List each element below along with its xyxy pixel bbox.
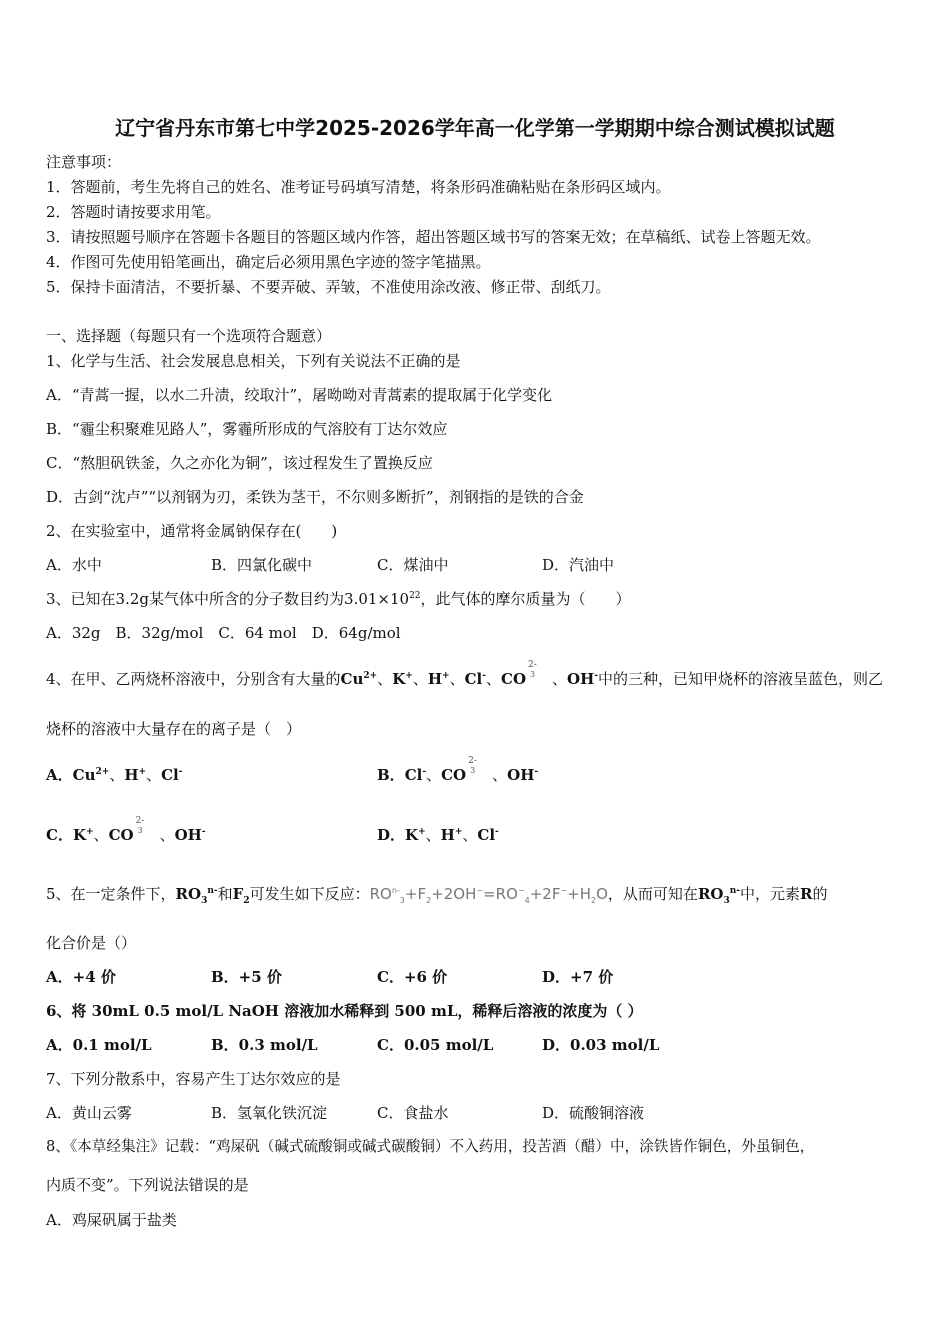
q5-equation: $RO^{n-}_3+F_2+2OH^-=RO^-_4+2F^-+H_2O$ [369, 885, 608, 905]
section-heading: 一、选择题（每题只有一个选项符合题意） [46, 327, 332, 345]
q8-stem: 8、《本草经集注》记载：“鸡屎矾（碱式硫酸铜或碱式碳酸铜）不入药用，投苦酒（醋）中，涂铁皆作铜色，外虽铜色， [46, 1138, 815, 1155]
q1-stem: 1、化学与生活、社会发展息息相关，下列有关说法不正确的是 [46, 352, 461, 370]
q1-option-c: C．“熬胆矾铁釜，久之亦化为铜”，该过程发生了置换反应 [46, 454, 433, 472]
notice-item-5: 5．保持卡面清洁，不要折暴、不要弄破、弄皱，不准使用涂改液、修正带、刮纸刀。 [46, 278, 611, 296]
q1-option-a: A．“青蒿一握，以水二升渍，绞取汁”，屠呦呦对青蒿素的提取属于化学变化 [46, 386, 553, 404]
q8-option-a: A．鸡屎矾属于盐类 [46, 1211, 177, 1229]
q4-option-c: C．K+、CO 2- 3 、OH- [46, 816, 206, 844]
q6-stem: 6、将 30mL 0.5 mol/L NaOH 溶液加水稀释到 500 mL，稀释后溶液的浓度为（ ） [46, 1002, 643, 1020]
notice-item-4: 4．作图可先使用铅笔画出，确定后必须用黑色字迹的签字笔描黑。 [46, 253, 491, 271]
q3-stem: 3、已知在3.2g某气体中所含的分子数目约为$3.01\times 10^{22}$，此气体的摩尔质量为（ ） [46, 590, 631, 608]
q5-stem-cont: 化合价是（） [46, 934, 137, 952]
q2-option-c: C．煤油中 [377, 556, 449, 574]
q5-option-a: A．+4 价 [46, 968, 116, 986]
q4-stem-cont: 烧杯的溶液中大量存在的离子是（ ） [46, 720, 302, 738]
q2-option-d: D．汽油中 [542, 556, 615, 574]
q2-option-a: A．水中 [46, 556, 102, 574]
q5-option-b: B．+5 价 [211, 968, 282, 986]
q2-option-b: B．四氯化碳中 [211, 556, 313, 574]
q7-option-b: B．氢氧化铁沉淀 [211, 1104, 328, 1122]
q4-option-a: A．$Cu^{2+}$、H+、Cl- [46, 766, 183, 784]
notice-item-1: 1．答题前，考生先将自己的姓名、准考证号码填写清楚，将条形码准确粘贴在条形码区域内。 [46, 178, 671, 196]
q2-stem: 2、在实验室中，通常将金属钠保存在( ) [46, 522, 338, 540]
q6-option-d: D．0.03 mol/L [542, 1036, 660, 1054]
q6-option-b: B．0.3 mol/L [211, 1036, 318, 1054]
q4-option-b: B．Cl-、CO 2- 3 、OH- [377, 756, 539, 784]
q7-option-d: D．硫酸铜溶液 [542, 1104, 645, 1122]
q7-stem: 7、下列分散系中，容易产生丁达尔效应的是 [46, 1070, 341, 1088]
q1-option-b: B．“霾尘积聚难见路人”，雾霾所形成的气溶胶有丁达尔效应 [46, 420, 448, 438]
notice-item-3: 3．请按照题号顺序在答题卡各题目的答题区域内作答，超出答题区域书写的答案无效；在草稿纸、试卷上答题无效。 [46, 228, 821, 246]
q5-option-d: D．+7 价 [542, 968, 614, 986]
q5-stem: 5、在一定条件下，$RO_3^{n-}$和$F_2$可发生如下反应：$RO^{n-}_3+F_2+2OH^-=RO^-_4+2F^-+H_2O$，从而可知在$RO_3^{n-}$中，元素R的 [46, 885, 828, 906]
page-title: 辽宁省丹东市第七中学2025-2026学年高一化学第一学期期中综合测试模拟试题 [115, 116, 835, 140]
q7-option-c: C．食盐水 [377, 1104, 449, 1122]
q1-option-d: D．古剑“沈卢”“以剂钢为刃，柔铁为茎干，不尔则多断折”，剂钢指的是铁的合金 [46, 488, 584, 506]
q3-options: A．32g B．32g/mol C．64 mol D．64g/mol [46, 624, 401, 642]
notice-item-2: 2．答题时请按要求用笔。 [46, 203, 221, 221]
q8-stem-cont: 内质不变”。下列说法错误的是 [46, 1176, 249, 1194]
q4-option-d: D．K+、H+、Cl- [377, 826, 499, 844]
q6-option-a: A．0.1 mol/L [46, 1036, 152, 1054]
q4-stem: 4、在甲、乙两烧杯溶液中，分别含有大量的$Cu^{2+}$、K+、H+、Cl-、CO 2- 3 、OH-中的三种，已知甲烧杯的溶液呈蓝色，则乙 [46, 660, 884, 688]
q6-option-c: C．0.05 mol/L [377, 1036, 494, 1054]
q5-option-c: C．+6 价 [377, 968, 448, 986]
q7-option-a: A．黄山云雾 [46, 1104, 132, 1122]
notice-heading: 注意事项： [46, 153, 122, 171]
